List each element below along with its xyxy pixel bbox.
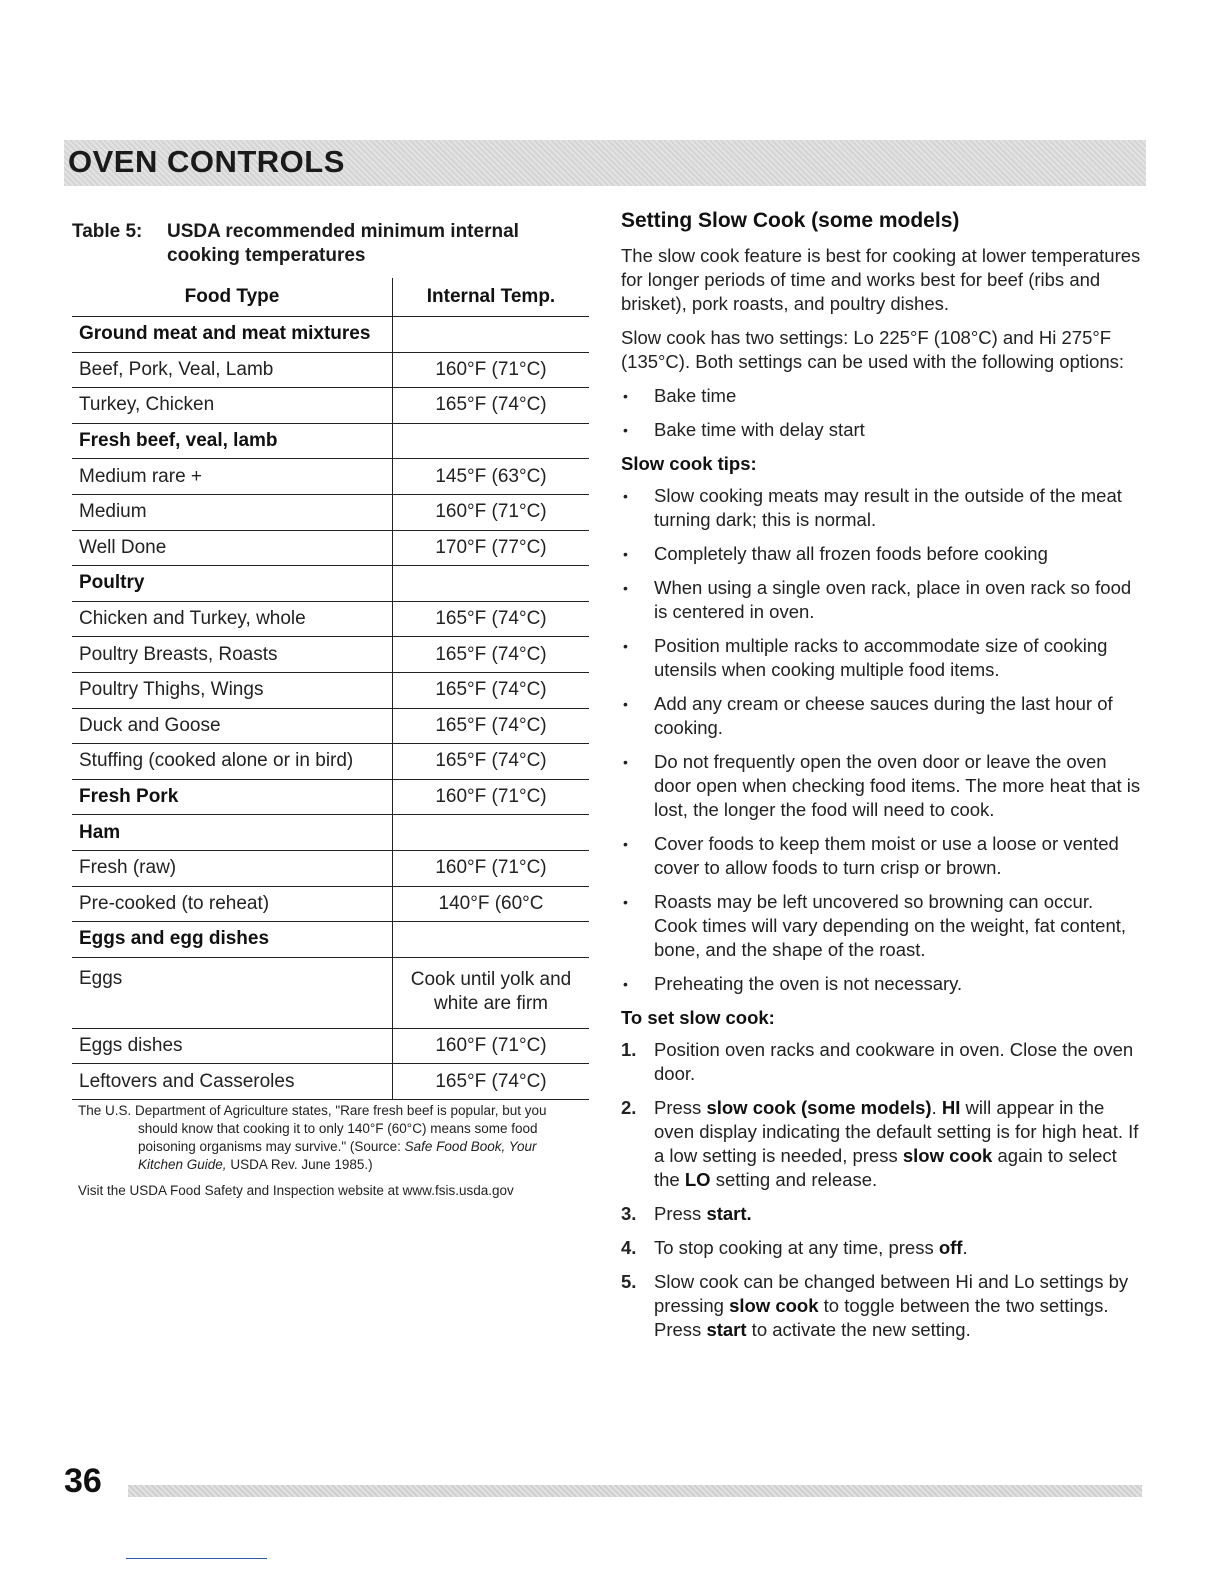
internal-temp-cell: 165°F (74°C) (393, 388, 590, 424)
internal-temp-cell: 165°F (74°C) (393, 708, 590, 744)
table-row (72, 388, 589, 424)
food-type-cell: Ground meat and meat mixtures (72, 317, 393, 353)
step-text: . (931, 1097, 942, 1118)
bullet-icon: • (623, 976, 628, 992)
list-item (621, 692, 1141, 740)
step-number: 3. (621, 1203, 637, 1224)
food-type-cell: Turkey, Chicken (72, 388, 393, 424)
list-item-text: Slow cooking meats may result in the outside of the meat turning dark; this is normal. (654, 485, 1122, 530)
step-number: 2. (621, 1097, 637, 1118)
step-text: . (962, 1237, 968, 1258)
food-type-cell: Beef, Pork, Veal, Lamb (72, 352, 393, 388)
food-type-cell: Ham (72, 815, 393, 851)
bullet-icon: • (623, 754, 628, 770)
food-type-cell: Eggs and egg dishes (72, 922, 393, 958)
step-keyword: off (938, 1237, 963, 1258)
food-type-cell: Poultry Thighs, Wings (72, 672, 393, 708)
food-type-cell: Poultry Breasts, Roasts (72, 637, 393, 673)
table-row (72, 317, 589, 353)
internal-temp-cell: 165°F (74°C) (393, 1064, 590, 1100)
step-number: 4. (621, 1237, 637, 1258)
list-item (621, 634, 1141, 682)
table-body (72, 317, 589, 1100)
bullet-icon: • (623, 546, 628, 562)
table-row (72, 922, 589, 958)
list-item (621, 750, 1141, 822)
list-item-text: Position multiple racks to accommodate size of cooking utensils when cooking multiple food items. (654, 635, 1108, 680)
table-row (72, 530, 589, 566)
step-keyword: LO (684, 1169, 711, 1190)
list-item-text: Roasts may be left uncovered so browning can occur. Cook times will vary depending on the weight, fat content, bone, and the shape of the roast. (654, 891, 1127, 960)
table-row (72, 423, 589, 459)
step-text: Position oven racks and cookware in oven. Close the oven door. (654, 1039, 1134, 1084)
step-text: Slow cook can be changed between Hi and Lo settings by pressing (654, 1271, 1129, 1316)
table-row (72, 459, 589, 495)
list-item-text: When using a single oven rack, place in oven rack so food is centered in oven. (654, 577, 1132, 622)
footnote-text: The U.S. Department of Agriculture states, "Rare fresh beef is popular, but you should know that cooking it to only 140°F (60°C) means some food poisoning organisms may survive." (Source: (78, 1103, 547, 1154)
footnote-website: Visit the USDA Food Safety and Inspection website at www.fsis.usda.gov (78, 1183, 514, 1198)
internal-temp-cell: 140°F (60°C (393, 886, 590, 922)
food-type-cell: Medium (72, 494, 393, 530)
list-item-text: Cover foods to keep them moist or use a loose or vented cover to allow foods to turn crisp or brown. (654, 833, 1119, 878)
food-type-cell: Duck and Goose (72, 708, 393, 744)
footnote-usda-quote (78, 1102, 558, 1174)
bullet-icon: • (623, 388, 628, 404)
step-keyword: slow cook (729, 1295, 819, 1316)
food-type-cell: Eggs dishes (72, 1028, 393, 1064)
step-text: again to select the (654, 1145, 1117, 1190)
slow-cook-section (621, 208, 1141, 1352)
bullet-icon: • (623, 696, 628, 712)
table-row (72, 672, 589, 708)
table-row (72, 494, 589, 530)
list-item (621, 384, 1141, 408)
list-item (621, 484, 1141, 532)
step-item (621, 1038, 1141, 1086)
step-keyword: start. (706, 1203, 752, 1224)
internal-temp-cell: 170°F (77°C) (393, 530, 590, 566)
section-title: Setting Slow Cook (some models) (621, 209, 960, 232)
list-item-text: Add any cream or cheese sauces during the last hour of cooking. (654, 693, 1113, 738)
list-item-text: Do not frequently open the oven door or leave the oven door open when checking food items. The more heat that is lost, the longer the food will need to cook. (654, 751, 1141, 820)
step-item (621, 1096, 1141, 1192)
table-row (72, 708, 589, 744)
step-keyword: start (706, 1319, 747, 1340)
list-item (621, 890, 1141, 962)
intro-paragraph: The slow cook feature is best for cooking at lower temperatures for longer periods of time and works best for beef (ribs and brisket), pork roasts, and poultry dishes. (621, 245, 1141, 314)
step-item (621, 1236, 1141, 1260)
table-row (72, 352, 589, 388)
food-type-cell: Leftovers and Casseroles (72, 1064, 393, 1100)
table-caption-text: USDA recommended minimum internal cooking temperatures (167, 221, 519, 266)
footnote-source-title: Safe Food Book, Your Kitchen Guide, (138, 1139, 537, 1172)
internal-temp-cell (393, 815, 590, 851)
step-text: to toggle between the two settings. Press (654, 1295, 1109, 1340)
food-type-cell: Poultry (72, 566, 393, 602)
table-row (72, 815, 589, 851)
bullet-icon: • (623, 638, 628, 654)
bottom-rule (126, 1558, 267, 1559)
bullet-icon: • (623, 836, 628, 852)
food-type-cell: Chicken and Turkey, whole (72, 601, 393, 637)
column-header-food: Food Type (72, 278, 393, 317)
list-item (621, 576, 1141, 624)
internal-temp-cell (393, 317, 590, 353)
internal-temp-cell: Cook until yolk and white are firm (393, 957, 590, 1028)
list-item-text: Preheating the oven is not necessary. (654, 973, 963, 994)
internal-temp-cell: 145°F (63°C) (393, 459, 590, 495)
page-number: 36 (64, 1462, 102, 1500)
food-type-cell: Pre-cooked (to reheat) (72, 886, 393, 922)
internal-temp-cell: 160°F (71°C) (393, 1028, 590, 1064)
step-item (621, 1270, 1141, 1342)
table-row (72, 1064, 589, 1100)
steps-title: To set slow cook: (621, 1007, 775, 1028)
footnote (78, 1102, 558, 1208)
list-item (621, 972, 1141, 996)
step-number: 1. (621, 1039, 637, 1060)
food-type-cell: Well Done (72, 530, 393, 566)
table-row (72, 744, 589, 780)
internal-temp-cell: 165°F (74°C) (393, 744, 590, 780)
step-text: setting and release. (710, 1169, 878, 1190)
internal-temp-cell: 160°F (71°C) (393, 779, 590, 815)
steps-list (621, 1038, 1141, 1342)
step-keyword: slow cook (902, 1145, 993, 1166)
table-row (72, 957, 589, 1028)
list-item (621, 418, 1141, 442)
options-list (621, 384, 1141, 442)
step-keyword: slow cook (some models) (706, 1097, 932, 1118)
table-row (72, 779, 589, 815)
list-item-text: Bake time with delay start (654, 419, 865, 440)
step-text: Press (654, 1203, 707, 1224)
settings-paragraph: Slow cook has two settings: Lo 225°F (108°C) and Hi 275°F (135°C). Both settings can be used with the following options: (621, 327, 1125, 372)
food-type-cell: Fresh beef, veal, lamb (72, 423, 393, 459)
temperature-table (72, 278, 589, 1100)
internal-temp-cell (393, 423, 590, 459)
internal-temp-cell (393, 566, 590, 602)
internal-temp-cell: 160°F (71°C) (393, 494, 590, 530)
internal-temp-cell: 165°F (74°C) (393, 672, 590, 708)
footnote-text-end: USDA Rev. June 1985.) (226, 1157, 373, 1172)
step-item (621, 1202, 1141, 1226)
food-type-cell: Medium rare + (72, 459, 393, 495)
food-type-cell: Eggs (72, 957, 393, 1028)
bullet-icon: • (623, 580, 628, 596)
page-title: OVEN CONTROLS (68, 144, 345, 179)
list-item-text: Completely thaw all frozen foods before cooking (654, 543, 1048, 564)
tips-title: Slow cook tips: (621, 453, 757, 474)
table-caption-label: Table 5: (72, 221, 143, 242)
step-text: Press (654, 1097, 707, 1118)
internal-temp-cell (393, 922, 590, 958)
column-header-temp: Internal Temp. (393, 278, 590, 317)
table-header-row (72, 278, 589, 317)
table-row (72, 850, 589, 886)
bullet-icon: • (623, 422, 628, 438)
step-number: 5. (621, 1271, 637, 1292)
tips-list (621, 484, 1141, 996)
food-type-cell: Fresh Pork (72, 779, 393, 815)
internal-temp-cell: 160°F (71°C) (393, 850, 590, 886)
food-type-cell: Fresh (raw) (72, 850, 393, 886)
list-item-text: Bake time (654, 385, 737, 406)
list-item (621, 542, 1141, 566)
step-text: will appear in the oven display indicating the default setting is for high heat. If a low setting is needed, press (654, 1097, 1139, 1166)
table-row (72, 886, 589, 922)
table-row (72, 566, 589, 602)
internal-temp-cell: 165°F (74°C) (393, 637, 590, 673)
table-row (72, 637, 589, 673)
bullet-icon: • (623, 488, 628, 504)
internal-temp-cell: 160°F (71°C) (393, 352, 590, 388)
step-text: To stop cooking at any time, press (654, 1237, 939, 1258)
food-type-cell: Stuffing (cooked alone or in bird) (72, 744, 393, 780)
table-row (72, 601, 589, 637)
step-keyword: HI (941, 1097, 961, 1118)
internal-temp-cell: 165°F (74°C) (393, 601, 590, 637)
table-row (72, 1028, 589, 1064)
step-text: to activate the new setting. (746, 1319, 971, 1340)
footer-bar (128, 1485, 1142, 1497)
bullet-icon: • (623, 894, 628, 910)
list-item (621, 832, 1141, 880)
